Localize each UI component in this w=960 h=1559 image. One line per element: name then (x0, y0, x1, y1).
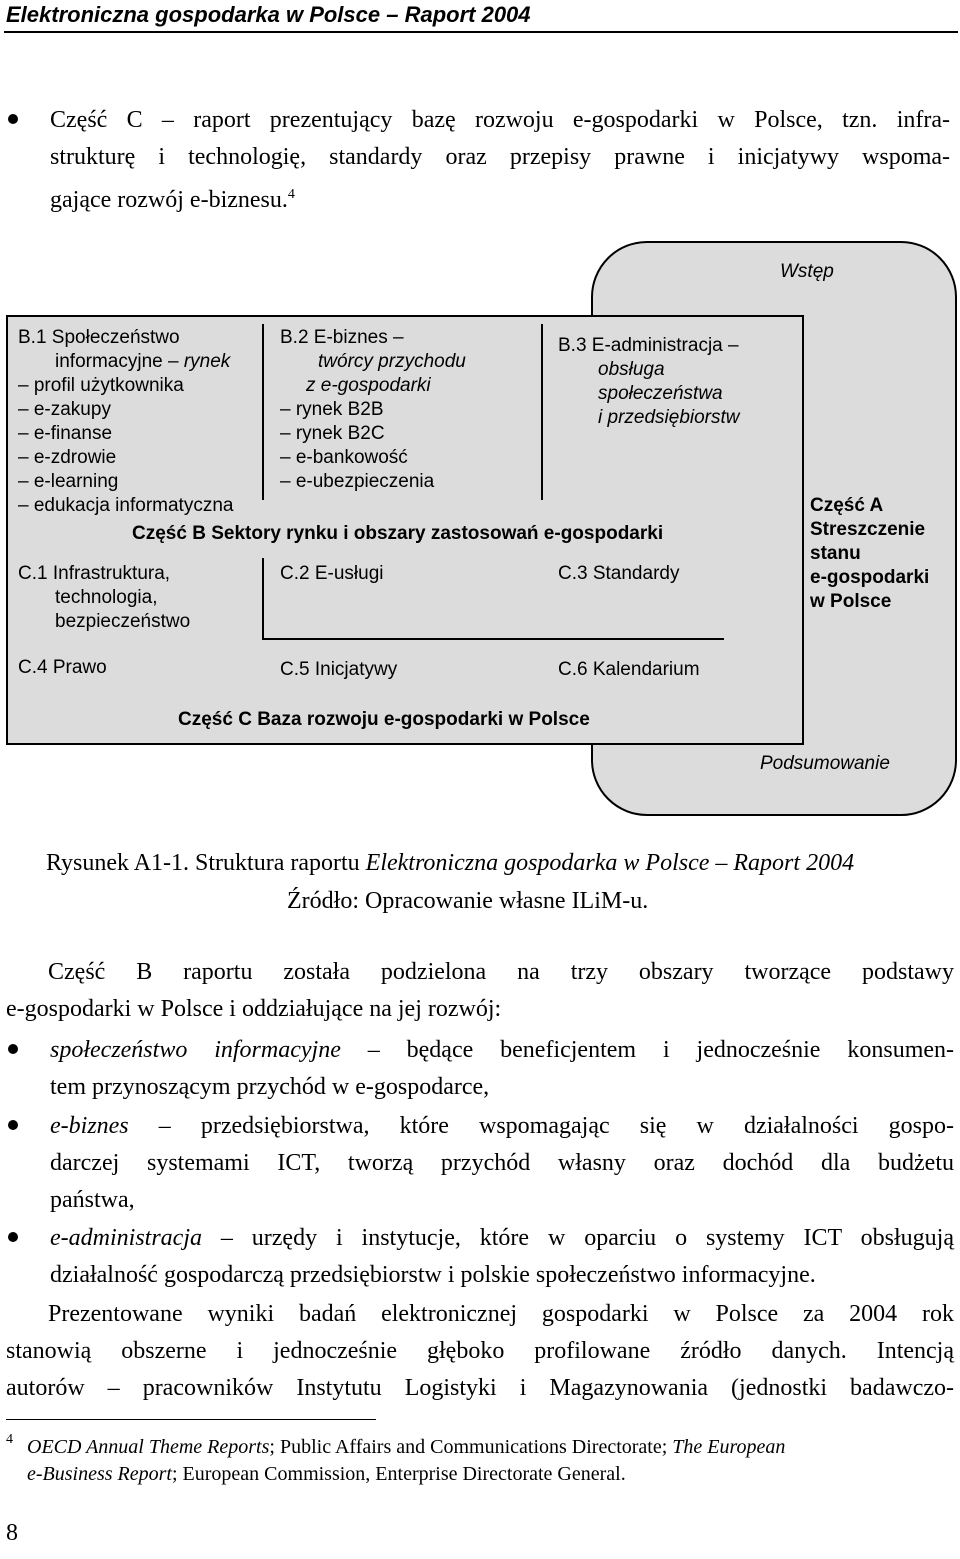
report-structure-figure (0, 240, 960, 840)
intro-line-1: Część C – raport prezentujący bazę rozwoju e-gospodarki w Polsce, tzn. infra- (50, 107, 950, 133)
part-a-line-5: w Polsce (810, 591, 892, 612)
bullet-marker (8, 1044, 18, 1054)
b2-item-b2c: – rynek B2C (280, 423, 385, 444)
bullet-spoleczenstwo (50, 1032, 954, 1106)
footnote-line-1: OECD Annual Theme Reports; Public Affairs and Communications Directorate; The European (27, 1436, 786, 1458)
bullet-eadministracja (50, 1220, 954, 1294)
part-a-line-2: Streszczenie (810, 519, 926, 540)
bullet-1-line-1: społeczeństwo informacyjne – będące beneficjentem i jednocześnie konsumen- (50, 1037, 955, 1063)
b1-title: B.1 Społeczeństwo (18, 327, 180, 348)
b1-item-ezdrowie: – e-zdrowie (18, 447, 117, 468)
part-c-label: Część C Baza rozwoju e-gospodarki w Polsce (178, 709, 590, 730)
bullet-1-line-2: tem przynoszącym przychód w e-gospodarce, (50, 1074, 490, 1100)
b1-item-efinanse: – e-finanse (18, 423, 113, 444)
caption-report-title: Elektroniczna gospodarka w Polsce – Raport 2004 (365, 850, 855, 876)
b3-subtitle-3: i przedsiębiorstw (598, 407, 740, 428)
part-a-title: Część A (810, 495, 884, 516)
body-p2-line-1: Prezentowane wyniki badań elektronicznej gospodarki w Polsce za 2004 rok (48, 1301, 954, 1327)
b1-item-profil: – profil użytkownika (18, 375, 184, 396)
bullet-2-line-3: państwa, (50, 1187, 135, 1213)
c2-title: C.2 E-usługi (280, 563, 384, 584)
c6-title: C.6 Kalendarium (558, 659, 700, 680)
intro-line-3: gające rozwój e-biznesu.$^4$ (50, 187, 295, 213)
b1-item-elearning: – e-learning (18, 471, 119, 492)
b2-subtitle-1: twórcy przychodu (318, 351, 466, 372)
figure-source: Źródło: Opracowanie własne ILiM-u. (287, 888, 649, 914)
b2-item-eubezpieczenia: – e-ubezpieczenia (280, 471, 435, 492)
separator-c-row (262, 638, 724, 640)
body-paragraph-1 (6, 954, 954, 1028)
b2-item-ebankowosc: – e-bankowość (280, 447, 408, 468)
bullet-2-line-2: darczej systemami ICT, tworzą przychód własny oraz dochód dla budżetu (50, 1150, 954, 1176)
b1-line-2: informacyjne – rynek (55, 351, 231, 372)
c1-line-3: bezpieczeństwo (55, 611, 191, 632)
footnote-number: 4 (6, 1432, 13, 1447)
running-header-title: Elektroniczna gospodarka w Polsce – Raport 2004 (6, 2, 531, 27)
body-p1-line-2: e-gospodarki w Polsce i oddziałujące na jej rozwój: (6, 996, 502, 1022)
footnote-line-2: e-Business Report; European Commission, Enterprise Directorate General. (27, 1463, 626, 1485)
b3-subtitle-2: społeczeństwa (598, 383, 723, 404)
c1-title: C.1 Infrastruktura, (18, 563, 171, 584)
c5-title: C.5 Inicjatywy (280, 659, 398, 680)
separator-c1-c2 (262, 558, 264, 640)
body-p1-line-1: Część B raportu została podzielona na trzy obszary tworzące podstawy (48, 959, 954, 985)
bullet-2-line-1: e-biznes – przedsiębiorstwa, które wspomagając się w działalności gospo- (50, 1113, 954, 1139)
intro-label: Wstęp (780, 261, 834, 282)
c4-title: C.4 Prawo (18, 657, 107, 678)
intro-line-2: strukturę i technologię, standardy oraz przepisy prawne i inicjatywy wspoma- (50, 144, 950, 170)
b3-subtitle-1: obsługa (598, 359, 665, 380)
figure-caption: Rysunek A1-1. Struktura raportu Elektroniczna gospodarka w Polsce – Raport 2004 (46, 850, 855, 876)
body-p2-line-2: stanowią obszerne i jednocześnie głęboko profilowane źródło danych. Intencją (6, 1338, 954, 1364)
b2-item-b2b: – rynek B2B (280, 399, 384, 420)
bullet-marker (8, 1120, 18, 1130)
footnote-ref: 4 (287, 187, 295, 202)
running-header (4, 0, 958, 33)
b2-subtitle-2: z e-gospodarki (306, 375, 431, 396)
body-paragraph-2 (6, 1296, 954, 1407)
b2-title: B.2 E-biznes – (280, 327, 404, 348)
b1-item-ezakupy: – e-zakupy (18, 399, 111, 420)
b3-title: B.3 E-administracja – (558, 335, 739, 356)
separator-b2-b3 (541, 324, 543, 500)
bullet-3-line-1: e-administracja – urzędy i instytucje, które w oparciu o systemy ICT obsługują (50, 1225, 954, 1251)
intro-bullet (50, 102, 950, 213)
body-p2-line-3: autorów – pracowników Instytutu Logistyki i Magazynowania (jednostki badawczo- (6, 1375, 954, 1401)
bullet-ebiznes (50, 1108, 954, 1219)
separator-b1-b2 (262, 324, 264, 500)
part-a-line-3: stanu (810, 543, 861, 564)
c3-title: C.3 Standardy (558, 563, 680, 584)
bullet-marker (8, 114, 18, 124)
part-b-label: Część B Sektory rynku i obszary zastosowań e-gospodarki (132, 523, 664, 544)
summary-label: Podsumowanie (760, 753, 890, 774)
page-number: 8 (6, 1520, 18, 1546)
b1-item-edukacja: – edukacja informatyczna (18, 495, 234, 516)
c1-line-2: technologia, (55, 587, 158, 608)
footnote-rule (6, 1419, 376, 1420)
bullet-3-line-2: działalność gospodarczą przedsiębiorstw i polskie społeczeństwo informacyjne. (50, 1262, 816, 1288)
bullet-marker (8, 1232, 18, 1242)
part-a-line-4: e-gospodarki (810, 567, 930, 588)
